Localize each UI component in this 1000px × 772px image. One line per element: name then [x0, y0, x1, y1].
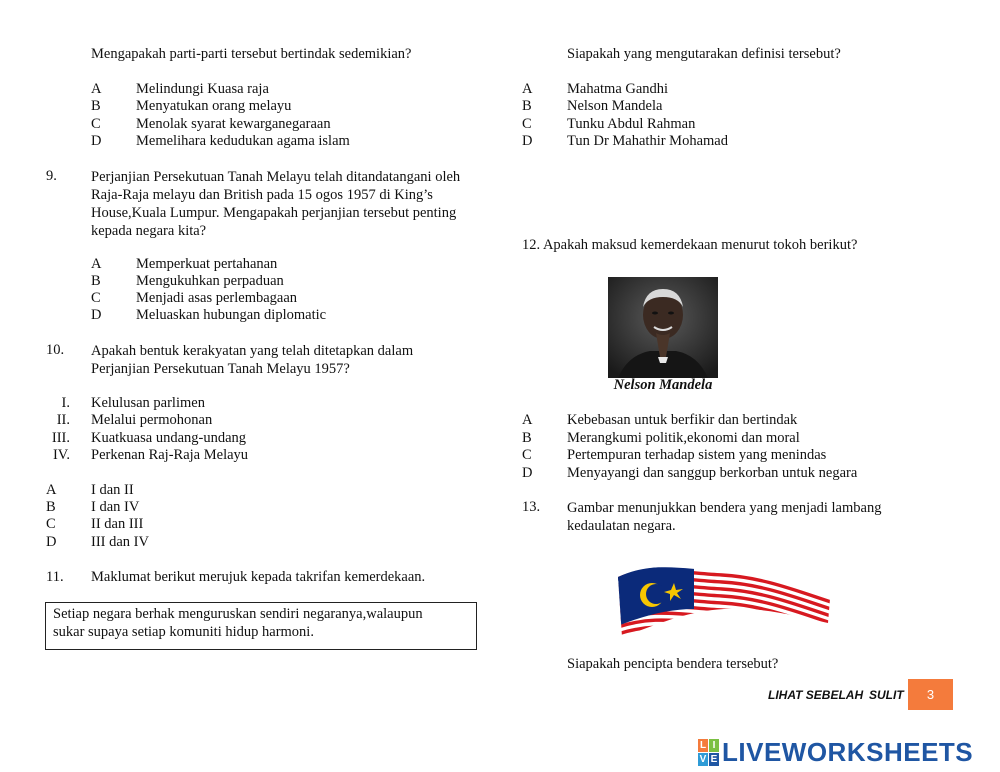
roman-numeral: IV.	[52, 447, 70, 463]
logo-letter-v: V	[699, 754, 707, 765]
secret-label: SULIT	[869, 688, 904, 702]
photo-caption: Nelson Mandela	[613, 377, 713, 393]
option-letter: B	[46, 499, 56, 515]
option-text: Kebebasan untuk berfikir dan bertindak	[567, 412, 798, 428]
roman-numeral: I.	[61, 395, 70, 411]
option-text: Tun Dr Mahathir Mohamad	[567, 133, 728, 149]
option-letter: B	[91, 98, 101, 114]
option-text: I dan IV	[91, 499, 140, 515]
q13-stem: Siapakah pencipta bendera tersebut?	[567, 656, 779, 672]
statement-text: Kelulusan parlimen	[91, 395, 205, 411]
q9-text: Perjanjian Persekutuan Tanah Melayu telah ditandatangani oleh Raja-Raja melayu dan British pada 15 ogos 1957 di King’s House,Kuala Lumpur. Mengapakah perjanjian tersebut penting kepada negara kita?	[91, 169, 461, 239]
option-letter: A	[522, 412, 533, 428]
q11-text: Maklumat berikut merujuk kepada takrifan kemerdekaan.	[91, 569, 426, 585]
roman-numeral: II.	[56, 412, 70, 428]
nelson-mandela-photo	[608, 277, 718, 378]
option-letter: B	[522, 430, 532, 446]
option-text: Menyayangi dan sanggup berkorban untuk negara	[567, 465, 858, 481]
q9-number: 9.	[46, 168, 57, 184]
statement-text: Kuatkuasa undang-undang	[91, 430, 247, 446]
option-text: III dan IV	[91, 534, 149, 550]
malaysia-flag-image	[612, 557, 834, 642]
option-text: Menyatukan orang melayu	[136, 98, 292, 114]
option-letter: D	[522, 133, 533, 149]
option-letter: A	[522, 81, 533, 97]
page-number: 3	[908, 679, 953, 710]
option-letter: D	[522, 465, 533, 481]
statement-text: Perkenan Raj-Raja Melayu	[91, 447, 249, 463]
q12-text: 12. Apakah maksud kemerdekaan menurut tokoh berikut?	[522, 237, 858, 253]
q13-text: Gambar menunjukkan bendera yang menjadi lambang kedaulatan negara.	[567, 500, 882, 534]
option-text: Nelson Mandela	[567, 98, 663, 114]
q11-stem: Siapakah yang mengutarakan definisi tersebut?	[567, 46, 841, 62]
option-text: Menjadi asas perlembagaan	[136, 290, 298, 306]
q8-stem: Mengapakah parti-parti tersebut bertindak sedemikian?	[91, 46, 412, 62]
q10-number: 10.	[46, 342, 65, 358]
option-letter: C	[91, 290, 101, 306]
option-text: Memelihara kedudukan agama islam	[136, 133, 350, 149]
option-text: Tunku Abdul Rahman	[567, 116, 696, 132]
option-letter: B	[91, 273, 101, 289]
q11-definition-box	[45, 602, 477, 650]
option-text: Melindungi Kuasa raja	[136, 81, 269, 97]
q10-text: Apakah bentuk kerakyatan yang telah ditetapkan dalam Perjanjian Persekutuan Tanah Melayu 1957?	[91, 343, 414, 377]
option-text: Mahatma Gandhi	[567, 81, 669, 97]
logo-letter-e: E	[710, 754, 718, 765]
statement-text: Melalui permohonan	[91, 412, 213, 428]
logo-letter-l: L	[699, 740, 707, 751]
option-text: I dan II	[91, 482, 134, 498]
liveworksheets-logo-icon	[698, 739, 720, 767]
option-text: Menolak syarat kewarganegaraan	[136, 116, 331, 132]
option-letter: C	[522, 447, 532, 463]
option-text: Mengukuhkan perpaduan	[136, 273, 284, 289]
q11-number: 11.	[46, 569, 64, 585]
option-letter: A	[91, 81, 102, 97]
roman-numeral: III.	[51, 430, 70, 446]
option-letter: D	[91, 133, 102, 149]
option-letter: C	[522, 116, 532, 132]
option-letter: D	[91, 307, 102, 323]
definition-text: Setiap negara berhak menguruskan sendiri negaranya,walaupun sukar supaya setiap komuniti hidup harmoni.	[53, 606, 423, 640]
option-letter: C	[91, 116, 101, 132]
option-letter: A	[91, 256, 102, 272]
next-page-label: LIHAT SEBELAH	[768, 688, 864, 702]
option-text: II dan III	[91, 516, 144, 532]
liveworksheets-brand: LIVEWORKSHEETS	[722, 737, 974, 767]
option-text: Meluaskan hubungan diplomatic	[136, 307, 327, 323]
option-text: Merangkumi politik,ekonomi dan moral	[567, 430, 800, 446]
option-letter: C	[46, 516, 56, 532]
option-letter: B	[522, 98, 532, 114]
option-text: Pertempuran terhadap sistem yang menindas	[567, 447, 827, 463]
option-letter: A	[46, 482, 57, 498]
option-letter: D	[46, 534, 57, 550]
option-text: Memperkuat pertahanan	[136, 256, 278, 272]
q13-number: 13.	[522, 499, 541, 515]
logo-letter-i: I	[709, 739, 719, 752]
